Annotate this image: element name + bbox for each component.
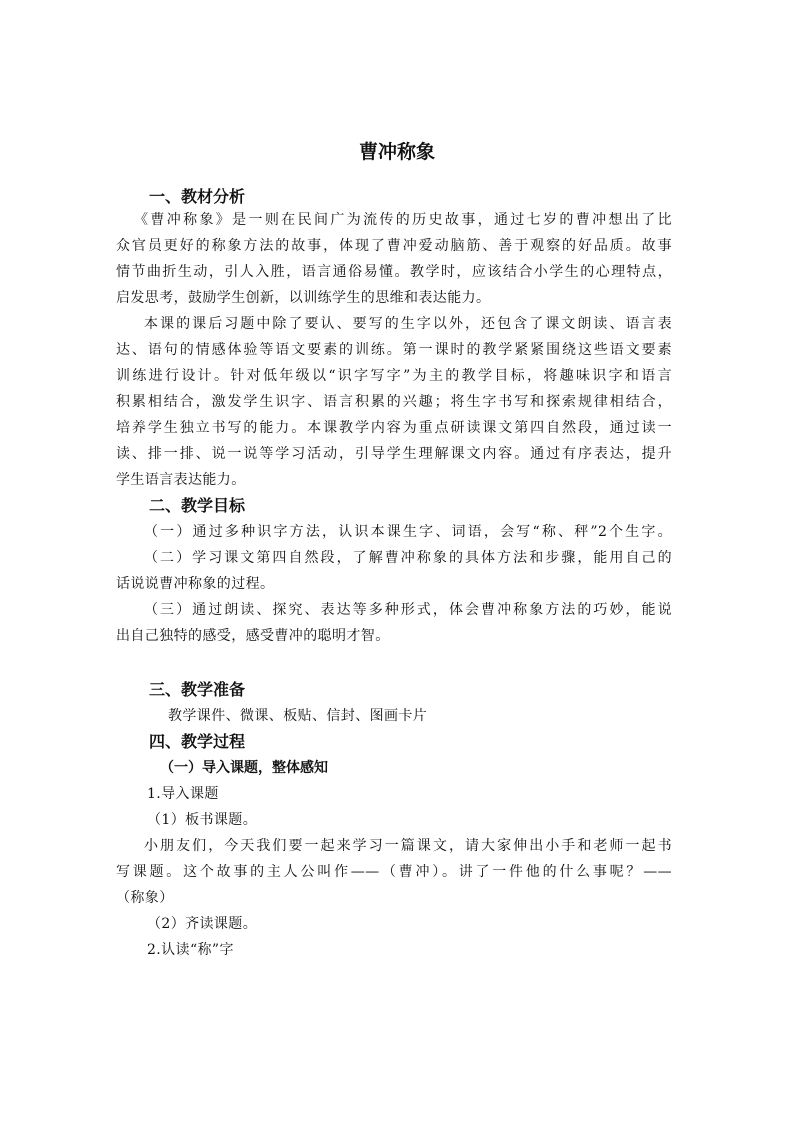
goal-line: 话说说曹冲称象的过程。 [116, 576, 275, 592]
paragraph-line: 写课题。这个故事的主人公叫作——（曹冲）。讲了一件他的什么事呢？—— [116, 864, 672, 880]
goal-line: 出自己独特的感受，感受曹冲的聪明才智。 [116, 628, 390, 644]
section-heading-preparation: 三、教学准备 [149, 680, 246, 699]
paragraph-line: 小朋友们，今天我们要一起来学习一篇课文，请大家伸出小手和老师一起书 [144, 838, 672, 854]
document-title: 曹冲称象 [358, 141, 435, 163]
paragraph-line: 本课的课后习题中除了要认、要写的生字以外，还包含了课文朗读、语言表 [144, 316, 672, 332]
list-item: 1.导入课题 [147, 786, 219, 802]
paragraph-line: 情节曲折生动，引人入胜，语言通俗易懂。教学时，应该结合小学生的心理特点， [116, 264, 672, 280]
list-item: 2.认读“称”字 [147, 942, 234, 958]
goal-line: （一）通过多种识字方法，认识本课生字、词语，会写“称、秤”2个生字。 [144, 524, 672, 540]
section-heading-goals: 二、教学目标 [149, 496, 246, 515]
list-item: （1）板书课题。 [147, 812, 258, 828]
paragraph-line: 培养学生独立书写的能力。本课教学内容为重点研读课文第四自然段，通过读一 [116, 420, 672, 436]
paragraph-line: 读、排一排、说一说等学习活动，引导学生理解课文内容。通过有序表达，提升 [116, 446, 672, 462]
paragraph-line: 积累相结合，激发学生识字、语言积累的兴趣；将生字书写和探索规律相结合， [116, 394, 672, 410]
subsection-heading: （一）导入课题，整体感知 [160, 760, 328, 776]
paragraph-line: 学生语言表达能力。 [116, 472, 246, 488]
goal-line: （二）学习课文第四自然段，了解曹冲称象的具体方法和步骤，能用自己的 [144, 550, 672, 566]
paragraph-line: 众官员更好的称象方法的故事，体现了曹冲爱动脑筋、善于观察的好品质。故事 [116, 238, 672, 254]
paragraph-line: 启发思考，鼓励学生创新，以训练学生的思维和表达能力。 [116, 290, 491, 306]
preparation-text: 教学课件、微课、板贴、信封、图画卡片 [168, 708, 428, 724]
paragraph-line: 达、语句的情感体验等语文要素的训练。第一课时的教学紧紧围绕这些语文要素 [116, 342, 672, 358]
list-item: （2）齐读课题。 [147, 916, 258, 932]
section-heading-analysis: 一、教材分析 [149, 187, 246, 206]
paragraph-line: （称象） [116, 890, 174, 906]
section-heading-process: 四、教学过程 [149, 732, 246, 751]
goal-line: （三）通过朗读、探究、表达等多种形式，体会曹冲称象方法的巧妙，能说 [144, 602, 672, 618]
paragraph-line: 训练进行设计。针对低年级以“识字写字”为主的教学目标，将趣味识字和语言 [116, 368, 672, 384]
paragraph-line: 《曹冲称象》是一则在民间广为流传的历史故事，通过七岁的曹冲想出了比 [134, 212, 672, 228]
